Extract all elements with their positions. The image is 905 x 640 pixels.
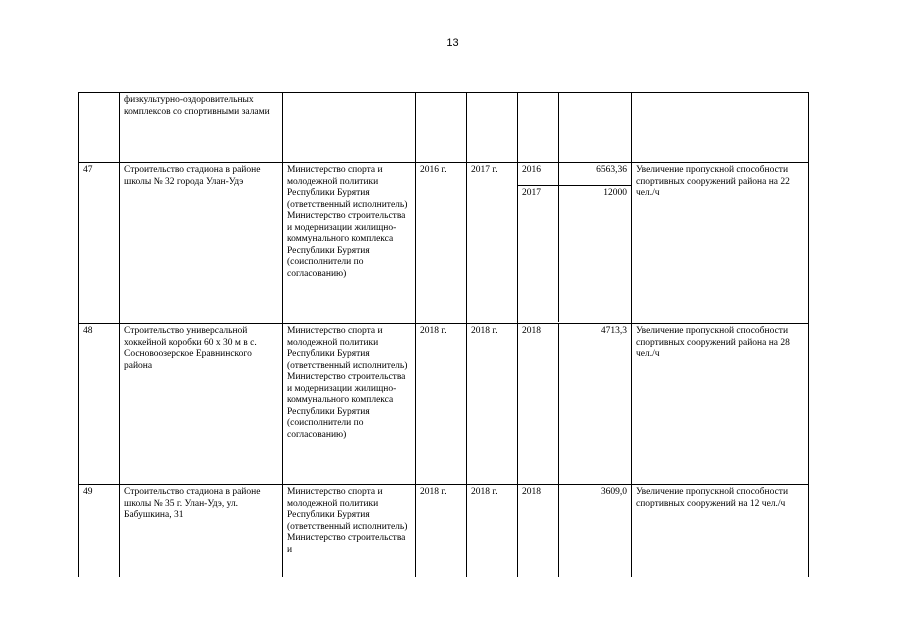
cell-year: 2018 [518, 485, 559, 577]
cell-num: 49 [79, 485, 120, 577]
cell-end: 2018 г. [467, 485, 518, 577]
table-row [79, 485, 809, 577]
financing-line [518, 185, 631, 322]
table-row-continuation [79, 93, 809, 163]
cell-name: Строительство универсальной хоккейной коробки 60 х 30 м в с. Сосновоозерское Еравнинского района [120, 324, 283, 485]
cell-start: 2018 г. [416, 485, 467, 577]
cell-year: 2016 [518, 163, 559, 185]
cell-financing [518, 163, 632, 324]
cell-name: Строительство стадиона в районе школы № 35 г. Улан-Удэ, ул. Бабушкина, 31 [120, 485, 283, 577]
cell-amount: 6563,36 [596, 165, 627, 175]
cell-name: физкультурно-оздоровительных комплексов со спортивными залами [120, 93, 283, 163]
cell-year: 2018 [518, 324, 559, 485]
table-row [79, 324, 809, 485]
cell-result: Увеличение пропускной способности спортивных сооружений на 12 чел./ч [632, 485, 809, 577]
cell-amount: 4713,3 [559, 324, 632, 485]
cell-result: Увеличение пропускной способности спортивных сооружений района на 22 чел./ч [632, 163, 809, 324]
cell-start: 2016 г. [416, 163, 467, 324]
cell-end: 2018 г. [467, 324, 518, 485]
cell-executor: Министерство спорта и молодежной политики Республики Бурятия (ответственный исполнитель) Министерство строительства и модернизации жилищно-коммунального комплекса Республики Бурятия (соисполнители по согласованию) [283, 324, 416, 485]
cell-executor: Министерство спорта и молодежной политики Республики Бурятия (ответственный исполнитель) Министерство строительства и [283, 485, 416, 577]
cell-executor: Министерство спорта и молодежной политики Республики Бурятия (ответственный исполнитель) Министерство строительства и модернизации жилищно-коммунального комплекса Республики Бурятия (соисполнители по согласованию) [283, 163, 416, 324]
cell-year: 2017 [518, 186, 559, 322]
cell-num: 47 [79, 163, 120, 324]
cell-num: 48 [79, 324, 120, 485]
cell-end: 2017 г. [467, 163, 518, 324]
program-table [78, 92, 809, 577]
cell-num [79, 93, 120, 163]
cell-name: Строительство стадиона в районе школы № 32 города Улан-Удэ [120, 163, 283, 324]
cell-amount: 12000 [603, 188, 627, 198]
cell-start: 2018 г. [416, 324, 467, 485]
cell-amount: 3609,0 [559, 485, 632, 577]
cell-result: Увеличение пропускной способности спортивных сооружений района на 28 чел./ч [632, 324, 809, 485]
page-number: 13 [446, 37, 459, 49]
table-row [79, 163, 809, 324]
financing-line [518, 163, 631, 185]
